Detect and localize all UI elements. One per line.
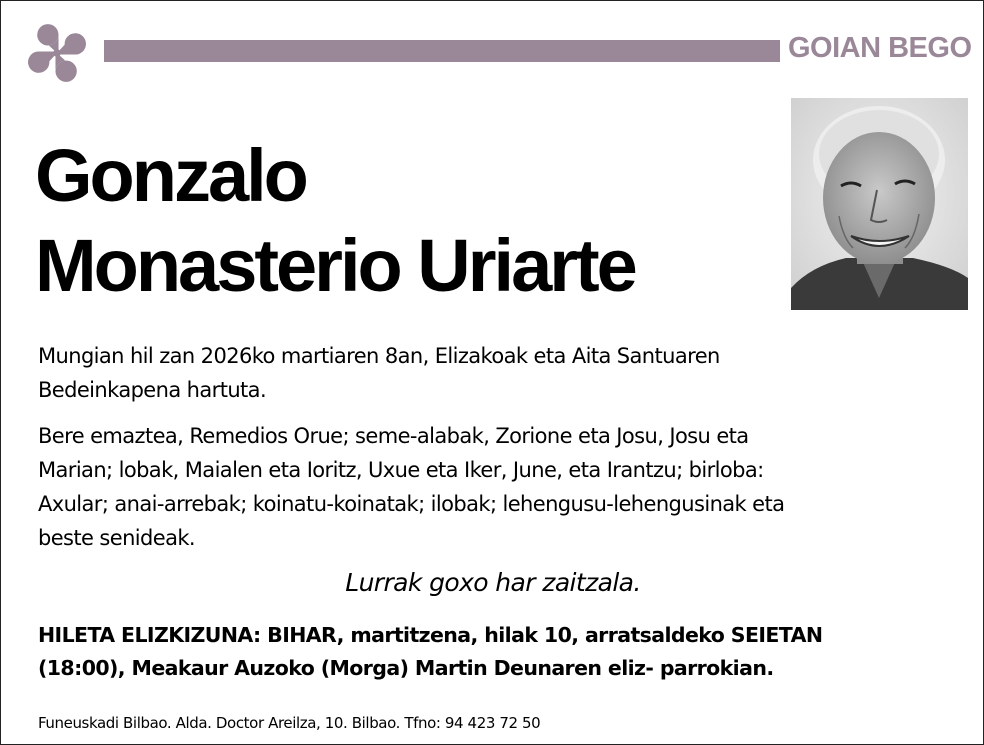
header-bar	[104, 40, 780, 62]
funeral-line: HILETA ELIZKIZUNA: BIHAR, martitzena, hilak 10, arratsaldeko SEIETAN	[38, 623, 823, 647]
funeral-home-footer: Funeuskadi Bilbao. Alda. Doctor Areilza, 10. Bilbao. Tfno: 94 423 72 50	[38, 714, 541, 732]
brand-title: GOIAN BEGO	[788, 32, 972, 64]
portrait-photo	[791, 98, 968, 310]
family-line: Marian; lobak, Maialen eta Ioritz, Uxue eta Iker, June, eta Irantzu; birloba:	[38, 458, 764, 482]
family-line: Bere emaztea, Remedios Orue; seme-alabak, Zorione eta Josu, Josu eta	[38, 424, 749, 448]
family-line: beste senideak.	[38, 526, 195, 550]
family-list	[38, 419, 958, 555]
family-line: Axular; anai-arrebak; koinatu-koinatak; ilobak; lehengusu-lehengusinak eta	[38, 492, 785, 516]
funeral-details	[38, 619, 958, 685]
farewell-quote: Lurrak goxo har zaitzala.	[345, 568, 641, 597]
death-notice-line: Mungian hil zan 2026ko martiaren 8an, Elizakoak eta Aita Santuaren	[38, 344, 720, 368]
lauburu-icon	[17, 15, 97, 91]
death-notice	[38, 339, 938, 407]
funeral-line: (18:00), Meakaur Auzoko (Morga) Martin Deunaren eliz- parrokian.	[38, 656, 774, 680]
deceased-name	[35, 131, 635, 311]
name-first: Gonzalo	[35, 134, 306, 217]
death-notice-line: Bedeinkapena hartuta.	[38, 378, 267, 402]
name-surnames: Monasterio Uriarte	[35, 224, 635, 307]
